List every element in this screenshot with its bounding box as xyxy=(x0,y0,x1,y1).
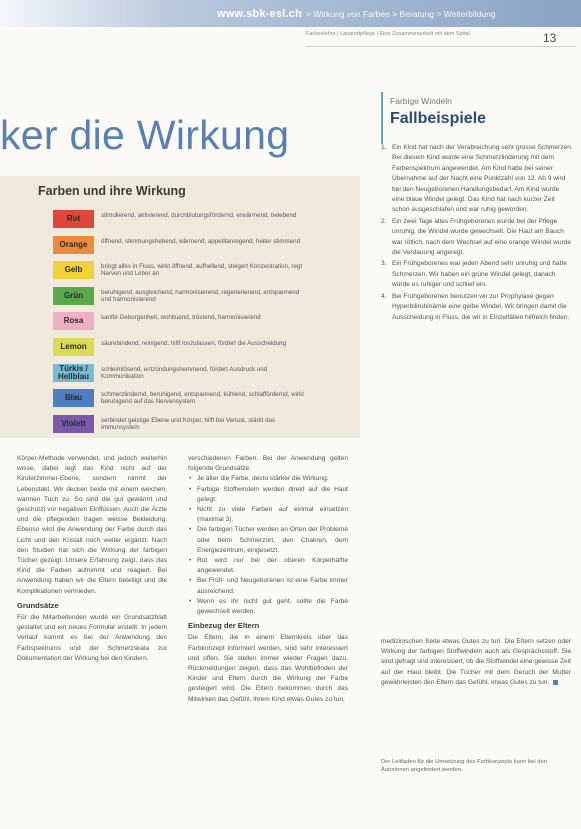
list-item: • Bei Früh- und Neugeborenen ist eine Farbe immer ausreichend. xyxy=(188,576,348,596)
top-banner xyxy=(0,0,581,27)
color-effect-text: sanfte Geborgenheit, wohltuend, tröstend, harmonisierend xyxy=(101,314,261,321)
color-swatch: Orange xyxy=(53,236,94,254)
list-item: • Rot wird nur bei der oberen Körperhälfte angewendet. xyxy=(188,556,348,576)
body-column-1 xyxy=(17,454,167,664)
page-number: 13 xyxy=(543,31,557,45)
list-item: • Wenn es ihr nicht gut geht, sollte die Farbe gewechselt werden. xyxy=(188,597,348,617)
case-list xyxy=(381,143,573,324)
breadcrumb-nav[interactable]: > Wirkung von Farben > Beratung > Weiterbildung xyxy=(306,9,496,19)
color-box-title: Farben und ihre Wirkung xyxy=(38,184,186,198)
principles-list xyxy=(188,474,348,617)
color-effect-text: schleimlösend, entzündungshemmend, fördert Ausdruck und Kommunikation xyxy=(101,366,268,381)
case-item: 1. Ein Kind hat nach der Verabreichung sehr grosse Schmerzen. Bei diesem Kind wurde eine Schmerzlinderung mit dem Farbenspektrum angewendet. Am Kind hatte bei seiner Übernahme auf der Nacht eine Punktzahl von 12. Ab 9 wird bei den Neugeborenen Handlungsbedarf. Am Kind wurde eine blaue Windel gelegt. Das Kind hat nach kurzer Zeit schon ausgeschlafen und war ruhig geworden. xyxy=(381,144,573,214)
body-column-3 xyxy=(381,637,571,688)
body-paragraph: Die Eltern, die in einem Elternkreis über das Farbkonzept informiert werden, sind sehr interessiert und offen. Sie stellen immer wieder Fragen dazu. Rückmeldungen zeigen, dass das Wohlbefinden der Kinder und Eltern durch die Wirkung der Farbe gesteigert wird. Die Eltern bekommen durch das Mitwirken das Gefühl, ihrem Kind etwas Gutes zu tun. xyxy=(188,634,348,703)
color-swatch: Grün xyxy=(53,287,94,305)
body-paragraph: verschiedenen Farben. Bei der Anwendung gelten folgende Grundsätze: xyxy=(188,455,348,473)
case-item: 4. Bei Frühgeborenen benutzen wir zur Prophylaxe gegen Hyperbilirubinämie eine gelbe Windel. Wir bringen damit die Ausscheidung in Fluss, die wir in Einzelfällen hilfreich finden. xyxy=(381,292,570,321)
color-swatch: Lemon xyxy=(53,338,94,356)
color-swatch: Rot xyxy=(53,210,94,228)
list-item: • Nicht zu viele Farben auf einmal einsetzen (maximal 3). xyxy=(188,505,348,525)
header-divider xyxy=(306,46,576,47)
section-subline: Farbenlehre | Lasarettpflege | Eine Zusammenarbeit mit dem Spital xyxy=(306,31,470,37)
body-column-2 xyxy=(188,454,348,705)
color-swatch: Gelb xyxy=(53,261,94,279)
sidebar-accent-bar xyxy=(381,92,383,144)
case-item: 2. Ein zwei Tage altes Frühgeborenes wurde bei der Pflege unruhig, die Windel wurde gewechselt. Die Haut am Bauch war rötlich, nach dem Wechsel auf eine orange Windel wurde die Verdauung angeregt. xyxy=(381,217,572,257)
color-effect-text: schmerzlindernd, beruhigend, entspannend, kühlend, schlaffördernd, wirkt beruhigend auf das Nervensystem xyxy=(101,391,304,406)
section-heading-eltern: Einbezug der Eltern xyxy=(188,621,260,631)
color-swatch: Rosa xyxy=(53,312,94,330)
list-item: • Farbige Stoffwindeln werden direkt auf die Haut gelegt. xyxy=(188,485,348,505)
color-effect-text: beruhigend, ausgleichend, harmonisierend, regenerierend, entspannend und harmonisierend xyxy=(101,289,300,304)
list-item: • Die farbigen Tücher werden an Orten der Probleme oder beim Schmerzort, den Chakren, dem Energiezentrum, eingesetzt. xyxy=(188,525,348,556)
color-effect-text: verbindet geistige Ebene und Körper, hilft bei Verlust, stärkt das Immunsystem xyxy=(101,417,276,432)
color-swatch: Türkis / Hellblau xyxy=(53,364,94,382)
color-effect-text: stimulierend, aktivierend, durchblutungsfördernd, erwärmend, belebend xyxy=(101,212,297,219)
list-item: • Je älter die Farbe, desto stärker die Wirkung. xyxy=(188,474,348,484)
color-swatch: Violett xyxy=(53,415,94,433)
end-of-article-mark xyxy=(553,680,558,685)
site-url[interactable]: www.sbk-esl.ch xyxy=(217,8,302,20)
sidebar-kicker: Farbige Windeln xyxy=(390,96,452,106)
sidebar-title: Fallbeispiele xyxy=(390,110,487,127)
body-paragraph: medizinischen Seite etwas Gutes zu tun. Die Eltern setzen oder Wirkung der farbigen Stoffwindeln auch als Gesprächsstoff. Sie sind gefragt und interessiert, ob die Stoffwindel eine gewisse Zeit auf der Haut bleibt. Die Tücher mit dem Geruch der Mutter gewährleisten den Eltern das Gefühl, etwas Gutes zu tun. xyxy=(381,638,571,686)
color-swatch: Blau xyxy=(53,389,94,407)
body-paragraph: Körper-Methode verwendet, und jedoch weiterhin wisse, dabei legt das Kind nicht auf der Kinderzimmer-Ebene, sondern nimmt der Lebenstakt. Wir decken beide mit einem weichen, warmen Tuch zu. So sind die gut gewärmt und geschützt vor negativen Einflüssen. Auch die Ärzte und die pflegenden tragen weisse Bekleidung. Ebenso wird die Anwendung der Farbe durch das Licht und den Kristall noch weiter ergänzt. Nach den Studien hat sich die Wirkung der farbigen Tücher gezeigt. Unsere Erfahrung zeigt, dass das Kind die Farben aufnimmt und reagiert. Bei Anwendung haben wir die Eltern beteiligt und die Komplikationen vermieden. xyxy=(17,455,167,595)
color-effect-text: säurebindend, reinigend, hilft loszulassen, fördert die Ausscheidung xyxy=(101,340,287,347)
color-effect-text: bringt alles in Fluss, wirkt öffnend, aufhellend, steigert Konzentration, regt Nerven und Leber an xyxy=(101,263,303,278)
footnote: Der Leitfaden für die Umsetzung des Farbkonzepts kann bei den Autorinnen angefordert werden. xyxy=(381,759,547,773)
color-effect-text: öffnend, stimmungshebend, wärmend, appetitanregend, heiter stimmend xyxy=(101,238,301,245)
page-headline: ker die Wirkung xyxy=(0,112,290,158)
case-item: 3. Ein Frühgeborenes war jeden Abend sehr unruhig und hatte Schmerzen. Wir haben ein grüne Windel gelegt, danach wurde es ruhiger und schlief ein. xyxy=(381,260,567,289)
body-paragraph: Für die Mitarbeitenden wurde ein Grundsatzblatt gestaltet und ein neues Formular erstellt. In jedem Verlauf kommt es bei der Anwendung des Farbspektrums und der Schmerzskala zur Dokumentation der Wirkung bei den Kindern. xyxy=(17,614,167,662)
section-heading-grundsaetze: Grundsätze xyxy=(17,600,59,610)
